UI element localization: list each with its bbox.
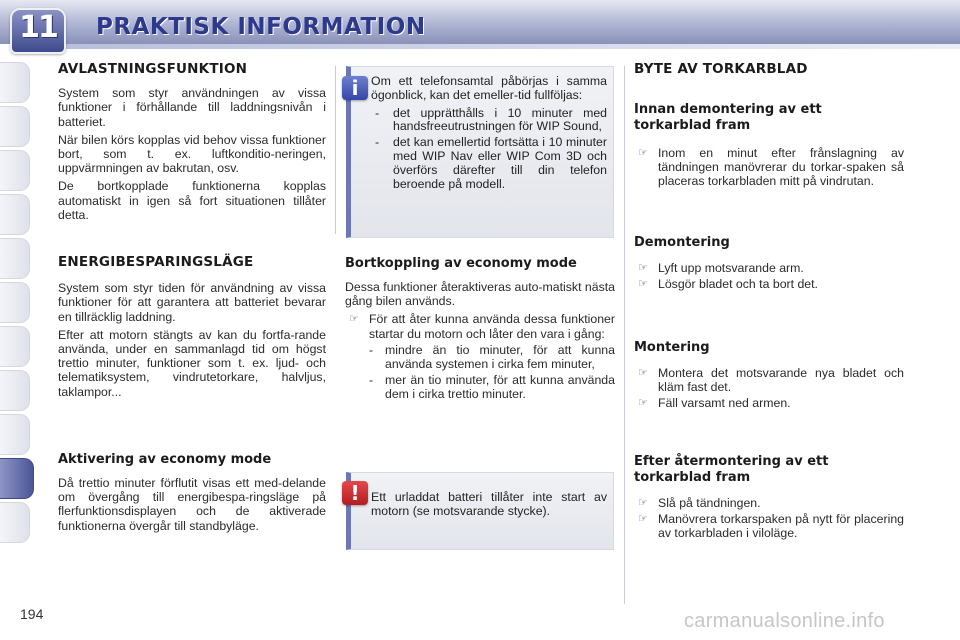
pointing-hand-icon: ☞ — [638, 397, 648, 410]
pointing-hand-icon: ☞ — [638, 513, 648, 526]
list-item-text: Fäll varsamt ned armen. — [658, 396, 791, 411]
list-item-text: Montera det motsvarande nya bladet och kläm fast det. — [658, 366, 904, 395]
chapter-side-tabs — [0, 62, 34, 546]
warning-box-content — [371, 491, 607, 523]
list-item — [634, 496, 904, 510]
list-item — [634, 396, 904, 410]
subsection-title: Bortkoppling av economy mode — [345, 256, 577, 271]
header-shine — [60, 44, 960, 49]
subsection-title: Demontering — [634, 235, 730, 250]
chapter-number: 11 — [19, 10, 57, 45]
subsection-title: Montering — [634, 340, 710, 355]
dash-marker: - — [375, 105, 380, 120]
pointing-hand-icon: ☞ — [638, 497, 648, 509]
dash-marker: - — [369, 373, 374, 388]
side-tab[interactable] — [0, 62, 30, 103]
section-activation — [58, 452, 326, 537]
sub-item — [345, 343, 615, 371]
subsection-mounting — [634, 340, 904, 413]
list-item — [634, 261, 904, 275]
paragraph: System som styr tiden för användning av vissa funktioner för att garantera att batteriet bevarar en tillräcklig laddning. — [58, 281, 326, 324]
list-item — [634, 146, 904, 189]
side-tab[interactable] — [0, 370, 30, 411]
page-title: PRAKTISK INFORMATION — [96, 14, 426, 40]
subsection-before — [634, 102, 904, 191]
pointing-hand-icon: ☞ — [638, 278, 648, 291]
side-tab[interactable] — [0, 194, 30, 235]
side-tab[interactable] — [0, 326, 30, 367]
section-title: ENERGIBESPARINGSLÄGE — [58, 254, 254, 270]
sub-item-text: mindre än tio minuter, för att kunna använda systemen i cirka fem minuter, — [385, 342, 615, 372]
section-wiper — [634, 62, 904, 76]
info-box — [346, 66, 614, 238]
list-item-text: Inom en minut efter frånslagning av tändningen manövrerar du torkar-spaken så placeras torkarbladen mitt på vindrutan. — [658, 146, 904, 189]
subsection-after — [634, 454, 904, 543]
page-number: 194 — [20, 606, 44, 622]
paragraph: Efter att motorn stängts av kan du fortfa-rande använda, under en sammanlagd tid om högst trettio minuter, funktioner som t. ex. ljud- och telematiksystem, vindrutetorkare, halvljus, taklampor... — [58, 327, 326, 399]
list-item — [634, 277, 904, 291]
section-title: BYTE AV TORKARBLAD — [634, 61, 808, 77]
pointing-hand-icon: ☞ — [638, 367, 648, 379]
side-tab[interactable] — [0, 150, 30, 191]
watermark: carmanualsonline.info — [684, 610, 885, 632]
warning-box — [346, 472, 614, 550]
section-title: AVLASTNINGSFUNKTION — [58, 61, 248, 77]
pointing-hand-icon: ☞ — [638, 262, 648, 274]
list-item-text: Lösgör bladet och ta bort det. — [658, 277, 818, 292]
info-intro: Om ett telefonsamtal påbörjas i samma ögonblick, kan det emeller-tid fullföljas: — [371, 74, 607, 102]
side-tab[interactable] — [0, 282, 30, 323]
list-item — [345, 312, 615, 340]
info-box-content — [371, 75, 607, 193]
list-item-text: För att åter kunna använda dessa funktioner startar du motorn och låter den vara i gång: — [369, 312, 615, 341]
list-item — [634, 512, 904, 540]
sub-item — [345, 373, 615, 401]
warning-icon: ! — [342, 481, 368, 505]
info-item — [371, 136, 607, 191]
subsection-title: Efter återmontering av ett torkarblad fram — [634, 454, 829, 485]
list-item — [634, 366, 904, 394]
info-icon: i — [342, 76, 368, 100]
warning-text: Ett urladdat batteri tillåter inte start av motorn (se motsvarande stycke). — [371, 490, 607, 518]
paragraph: Då trettio minuter förflutit visas ett med-delande om övergång till energibespa-ringsläge på flerfunktionsdisplayen och de aktiverade funktionerna övergår till standbyläge. — [58, 476, 326, 533]
side-tab[interactable] — [0, 106, 30, 147]
side-tab[interactable] — [0, 238, 30, 279]
info-item-text: det kan emellertid fortsätta i 10 minuter med WIP Nav eller WIP Com 3D och överförs därefter till din telefon beroende på modell. — [393, 135, 607, 191]
paragraph: Dessa funktioner återaktiveras auto-matiskt nästa gång bilen används. — [345, 280, 615, 309]
side-tab[interactable] — [0, 414, 30, 455]
info-item-text: det upprätthålls i 10 minuter med handsfreeutrustningen för WIP Sound, — [393, 105, 607, 134]
dash-marker: - — [369, 342, 374, 357]
section-energy — [58, 255, 326, 403]
subsection-title: Innan demontering av ett torkarblad fram — [634, 102, 822, 133]
side-tab-active[interactable] — [0, 458, 34, 499]
section-disconnect — [345, 256, 615, 404]
subsection-removal — [634, 235, 904, 293]
section-unload — [58, 62, 326, 226]
side-tab[interactable] — [0, 502, 30, 543]
info-item — [371, 107, 607, 135]
list-item-text: Lyft upp motsvarande arm. — [658, 261, 804, 275]
column-divider — [335, 66, 336, 234]
paragraph: De bortkopplade funktionerna kopplas automatiskt in igen så fort situationen tillåter detta. — [58, 179, 326, 222]
list-item-text: Slå på tändningen. — [658, 496, 761, 510]
paragraph: När bilen körs kopplas vid behov vissa funktioner bort, som t. ex. luftkonditio-neringen, uppvärmningen av bakrutan, osv. — [58, 132, 326, 176]
dash-marker: - — [375, 135, 380, 150]
pointing-hand-icon: ☞ — [349, 313, 359, 326]
sub-item-text: mer än tio minuter, för att kunna använda dem i cirka trettio minuter. — [385, 373, 615, 402]
list-item-text: Manövrera torkarspaken på nytt för placering av torkarbladen i viloläge. — [658, 512, 904, 541]
column-divider — [624, 66, 625, 604]
pointing-hand-icon: ☞ — [638, 147, 648, 159]
paragraph: System som styr användningen av vissa funktioner i förhållande till laddningsnivån i batteriet. — [58, 86, 326, 129]
subsection-title: Aktivering av economy mode — [58, 452, 272, 467]
